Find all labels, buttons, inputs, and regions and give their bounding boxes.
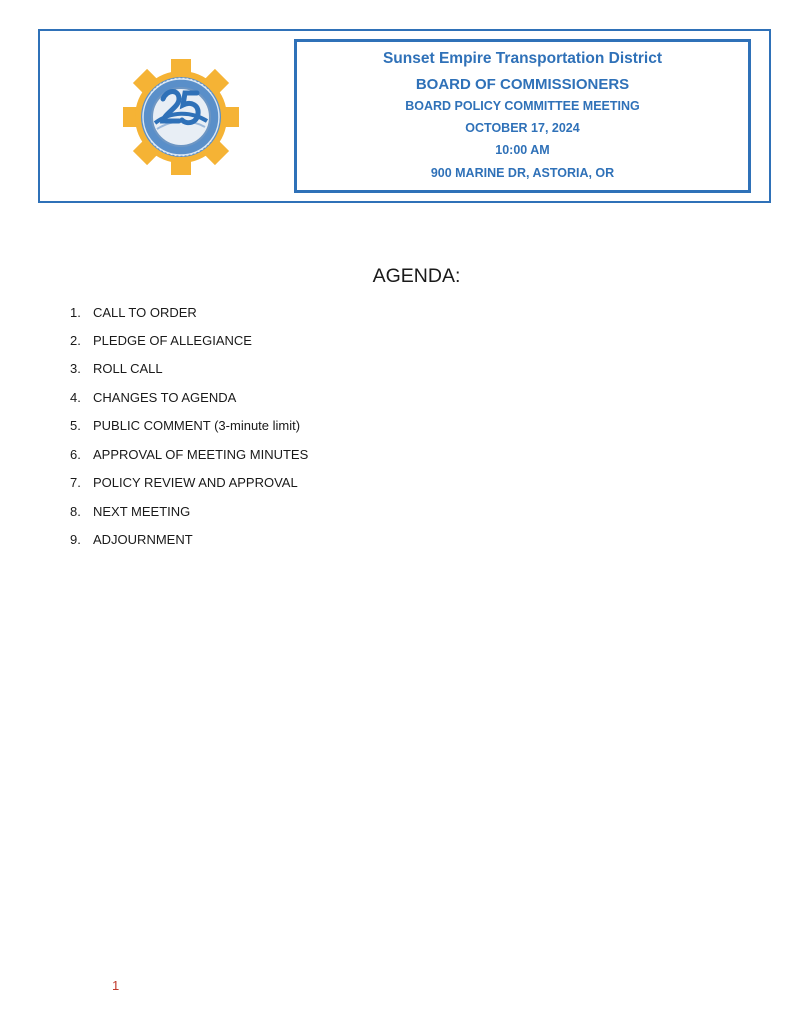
agenda-item-number: 8. — [70, 504, 81, 519]
agenda-item-text: NEXT MEETING — [93, 504, 191, 519]
meeting-title: BOARD POLICY COMMITTEE MEETING — [405, 99, 640, 113]
agenda-item-number: 7. — [70, 475, 81, 490]
agenda-heading: AGENDA: — [372, 265, 461, 287]
meeting-info-box — [294, 39, 751, 193]
agenda-item-text: POLICY REVIEW AND APPROVAL — [93, 475, 298, 490]
agenda-item-number: 2. — [70, 333, 81, 348]
agenda-item-text: ADJOURNMENT — [93, 532, 193, 547]
agenda-item-number: 5. — [70, 418, 81, 433]
organization-name: Sunset Empire Transportation District — [382, 50, 663, 67]
agenda-item-number: 3. — [70, 361, 81, 376]
agenda-item-text: CALL TO ORDER — [93, 305, 197, 320]
agenda-item-text: PUBLIC COMMENT (3-minute limit) — [93, 418, 301, 433]
agenda-item-number: 6. — [70, 447, 81, 462]
district-25th-anniversary-logo-icon — [120, 57, 242, 177]
agenda-item-number: 1. — [70, 305, 81, 320]
agenda-item-text: ROLL CALL — [93, 361, 163, 376]
agenda-item-number: 4. — [70, 390, 81, 405]
agenda-item-text: PLEDGE OF ALLEGIANCE — [93, 333, 252, 348]
agenda-item-number: 9. — [70, 532, 81, 547]
meeting-time: 10:00 AM — [495, 143, 550, 157]
logo-graphic — [120, 57, 242, 177]
board-title: BOARD OF COMMISSIONERS — [415, 76, 630, 93]
agenda-item-text: APPROVAL OF MEETING MINUTES — [93, 447, 309, 462]
agenda-item-text: CHANGES TO AGENDA — [93, 390, 237, 405]
page-number: 1 — [112, 978, 120, 993]
meeting-location: 900 MARINE DR, ASTORIA, OR — [430, 166, 615, 180]
meeting-date: OCTOBER 17, 2024 — [465, 121, 580, 135]
